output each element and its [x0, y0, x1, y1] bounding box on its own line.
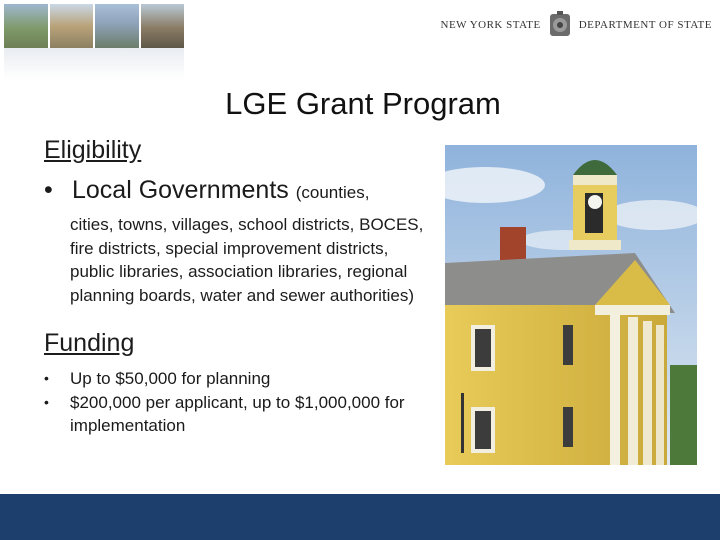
- funding-item-text: $200,000 per applicant, up to $1,000,000 for implementation: [70, 392, 405, 435]
- bullet-icon: •: [44, 370, 49, 386]
- funding-item-text: Up to $50,000 for planning: [70, 369, 271, 388]
- header-photo-2: [50, 4, 94, 48]
- agency-logo: [441, 8, 713, 42]
- eligibility-bullet-text: [72, 174, 369, 209]
- eligibility-paren: (counties,: [295, 183, 370, 202]
- courthouse-photo: [445, 145, 697, 465]
- header-photo-3: [95, 4, 139, 48]
- slide-title-text: LGE Grant Program: [225, 86, 501, 121]
- footer-band: [0, 494, 720, 540]
- header-photo-4: [141, 4, 185, 48]
- eligibility-detail: cities, towns, villages, school districts, BOCES, fire districts, special improvement districts, public libraries, association libraries, regional planning boards, water and sewer authorities): [70, 215, 424, 305]
- agency-name-left: NEW YORK STATE: [440, 19, 541, 31]
- funding-item: [44, 367, 424, 391]
- eligibility-heading: Eligibility: [44, 136, 142, 164]
- slide-content: [44, 134, 424, 438]
- agency-name-right: DEPARTMENT OF STATE: [578, 19, 712, 31]
- funding-list: [44, 367, 424, 438]
- new-york-state-seal-icon: [547, 10, 573, 40]
- header-photo-strip: [4, 4, 184, 48]
- bullet-icon: •: [44, 393, 49, 410]
- header-photo-1: [4, 4, 48, 48]
- eligibility-bullet: [44, 174, 424, 209]
- funding-heading: Funding: [44, 329, 135, 357]
- eligibility-lead: Local Governments: [72, 176, 289, 204]
- funding-item: [44, 391, 424, 438]
- slide-title: [0, 86, 720, 122]
- bullet-icon: •: [44, 176, 53, 204]
- header-fade: [4, 48, 184, 80]
